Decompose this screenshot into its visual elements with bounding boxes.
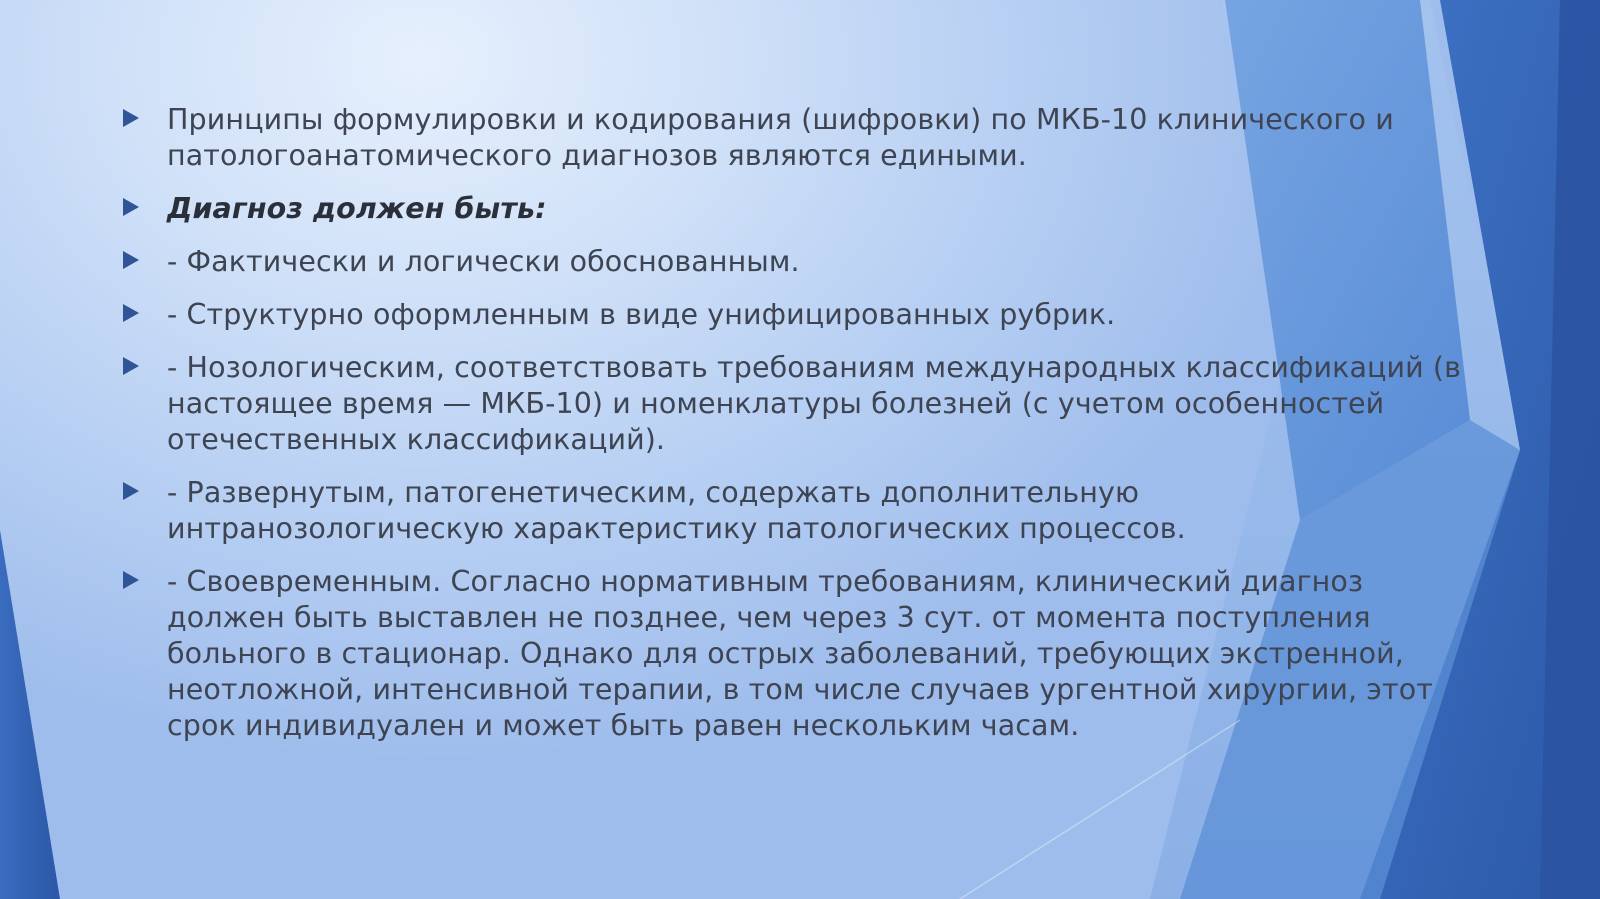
bullet-text: Диагноз должен быть: — [167, 192, 547, 225]
triangle-right-icon — [123, 357, 139, 375]
triangle-right-icon — [123, 571, 139, 589]
bullet-item-heading — [120, 191, 1480, 227]
bullet-item — [120, 564, 1480, 744]
bullet-item — [120, 350, 1480, 458]
bullet-text: Принципы формулировки и кодирования (шифровки) по МКБ-10 клинического и патологоанатомического диагнозов являются едиными. — [167, 103, 1394, 172]
bullet-item — [120, 475, 1480, 547]
triangle-right-icon — [123, 482, 139, 500]
triangle-right-icon — [123, 304, 139, 322]
bullet-item — [120, 297, 1480, 333]
bullet-item — [120, 244, 1480, 280]
bullet-text: - Структурно оформленным в виде унифицированных рубрик. — [167, 298, 1116, 331]
triangle-right-icon — [123, 109, 139, 127]
triangle-right-icon — [123, 198, 139, 216]
bullet-text: - Нозологическим, соответствовать требованиям международных классификаций (в настоящее время — МКБ-10) и номенклатуры болезней (с учетом особенностей отечественных классификаций). — [167, 351, 1462, 456]
bullet-text: - Развернутым, патогенетическим, содержать дополнительную интранозологическую характеристику патологических процессов. — [167, 476, 1186, 545]
bullet-item — [120, 102, 1480, 174]
triangle-right-icon — [123, 251, 139, 269]
bullet-text: - Фактически и логически обоснованным. — [167, 245, 800, 278]
bullet-list — [120, 102, 1480, 761]
bullet-text: - Своевременным. Согласно нормативным требованиям, клинический диагноз должен быть выставлен не позднее, чем через 3 сут. от момента поступления больного в стационар. Однако для острых заболеваний, требующих экстренной, неотложной, интенсивной терапии, в том числе случаев ургентной хирургии, этот срок индивидуален и может быть равен нескольким часам. — [167, 565, 1433, 742]
bg-facet-left — [0, 530, 60, 899]
